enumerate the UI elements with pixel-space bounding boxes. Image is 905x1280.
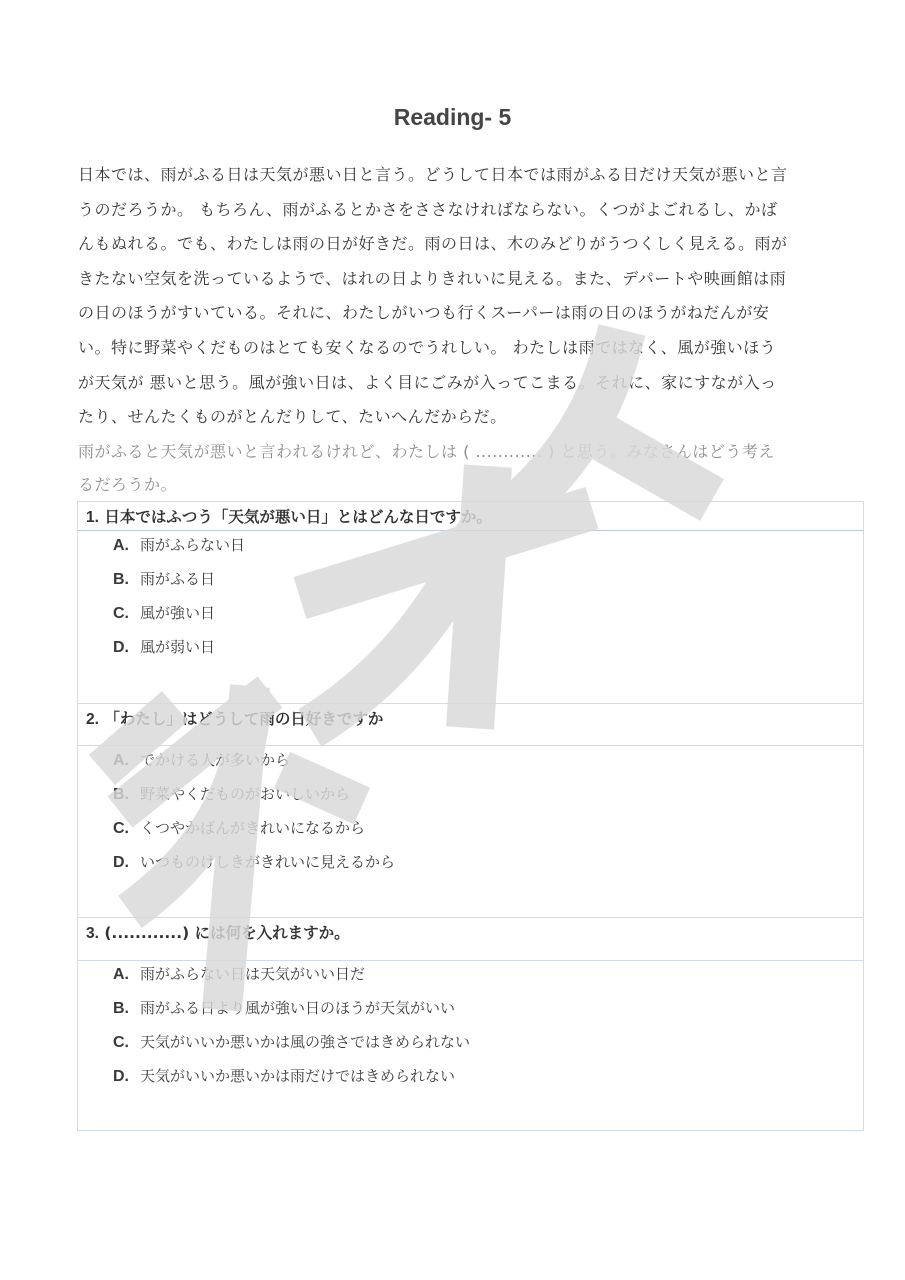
question-number: 2. xyxy=(86,711,99,728)
question-3-option-a xyxy=(113,963,365,984)
passage-line: んもぬれる。でも、わたしは雨の日が好きだ。雨の日は、木のみどりがうつくしく見える。雨が xyxy=(78,234,788,254)
divider xyxy=(78,960,864,961)
question-1-option-d xyxy=(113,636,215,657)
divider xyxy=(78,703,864,704)
passage-line: うのだろうか。 もちろん、雨がふるとかさをささなければならない。くつがよごれるし、かば xyxy=(78,199,778,219)
question-3-option-c xyxy=(113,1031,470,1052)
option-letter: B. xyxy=(113,571,129,588)
question-1-option-a xyxy=(113,534,245,555)
question-3-option-d xyxy=(113,1065,455,1086)
option-letter: A. xyxy=(113,752,129,769)
page-title: Reading- 5 xyxy=(393,104,512,130)
option-letter: D. xyxy=(113,1068,129,1085)
option-letter: D. xyxy=(113,854,129,871)
divider xyxy=(78,745,864,746)
option-text: 雨がふる日より風が強い日のほうが天気がいい xyxy=(140,999,456,1017)
option-text: でかける人が多いから xyxy=(140,751,291,769)
option-text: くつやかばんがきれいになるから xyxy=(140,819,366,837)
passage-line: たり、せんたくものがとんだりして、たいへんだからだ。 xyxy=(78,407,507,427)
passage-line: きたない空気を洗っているようで、はれの日よりきれいに見える。また、デパートや映画館は雨 xyxy=(78,268,787,288)
question-2-heading xyxy=(78,707,864,729)
option-letter: A. xyxy=(113,966,129,983)
passage-closing-line: るだろうか。 xyxy=(78,475,178,495)
option-text: 雨がふらない日 xyxy=(140,536,246,554)
reading-passage xyxy=(78,158,830,502)
question-1-heading xyxy=(78,505,864,527)
option-text: 天気がいいか悪いかは風の強さではきめられない xyxy=(140,1033,471,1051)
option-text: 雨がふらない日は天気がいい日だ xyxy=(140,965,366,983)
question-1-option-c xyxy=(113,602,215,623)
passage-line: い。特に野菜やくだものはとても安くなるのでうれしい。 わたしは雨ではなく、風が強いほう xyxy=(78,337,777,357)
divider xyxy=(78,917,864,918)
question-2-option-a xyxy=(113,749,290,770)
question-2-option-d xyxy=(113,851,395,872)
option-letter: A. xyxy=(113,537,129,554)
option-text: 野菜やくだものがおいしいから xyxy=(140,785,351,803)
question-3-heading xyxy=(78,921,864,943)
question-1-option-b xyxy=(113,568,215,589)
question-2-option-c xyxy=(113,817,365,838)
divider xyxy=(78,530,864,531)
question-text: (............) には何を入れますか。 xyxy=(104,924,350,942)
option-text: 天気がいいか悪いかは雨だけではきめられない xyxy=(140,1067,456,1085)
passage-line: の日のほうがすいている。それに、わたしがいつも行くスーパーは雨の日のほうがねだんが安 xyxy=(78,303,770,323)
question-text: 日本ではふつう「天気が悪い日」とはどんな日ですか。 xyxy=(104,508,492,526)
option-letter: B. xyxy=(113,786,129,803)
option-letter: C. xyxy=(113,605,129,622)
option-text: 風が強い日 xyxy=(140,604,216,622)
option-text: 雨がふる日 xyxy=(140,570,216,588)
option-letter: C. xyxy=(113,820,129,837)
passage-closing-line: 雨がふると天気が悪いと言われるけれど、わたしは ( ............ ) と思う。みなさんはどう考え xyxy=(78,441,775,461)
option-letter: C. xyxy=(113,1034,129,1051)
option-letter: D. xyxy=(113,639,129,656)
option-text: いつものけしきがきれいに見えるから xyxy=(140,853,396,871)
option-text: 風が弱い日 xyxy=(140,638,216,656)
question-2-option-b xyxy=(113,783,350,804)
question-number: 1. xyxy=(86,509,99,526)
question-text: 「わたし」はどうして雨の日好きですか xyxy=(104,710,384,728)
question-3-option-b xyxy=(113,997,455,1018)
question-number: 3. xyxy=(86,925,99,942)
passage-line: 日本では、雨がふる日は天気が悪い日と言う。どうして日本では雨がふる日だけ天気が悪いと言 xyxy=(78,165,788,184)
passage-line: が天気が 悪いと思う。風が強い日は、よく目にごみが入ってこまる。それに、家にすなが入っ xyxy=(78,372,777,392)
option-letter: B. xyxy=(113,1000,129,1017)
